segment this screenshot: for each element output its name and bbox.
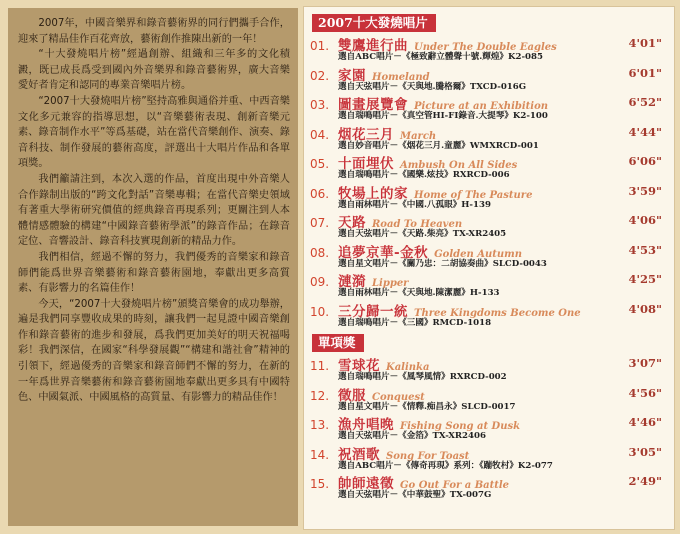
- track-number: 12.: [310, 388, 330, 403]
- track-album-info: 選自ABC唱片－《極致辭立體聲十號.輝煌》K2-085: [338, 52, 543, 62]
- track-duration: 4'56": [628, 385, 662, 400]
- track-chinese-title: 天路: [338, 215, 366, 231]
- track-chinese-title: 圖畫展覽會: [338, 97, 408, 113]
- track-album-info: 選自雨林唱片－《天與地.陳潔麗》H-133: [338, 288, 500, 298]
- track-chinese-title: 漣漪: [338, 274, 366, 290]
- track-album-info: 選自天弦唱片－《中華鼓聖》TX-007G: [338, 490, 492, 500]
- track-row: [310, 124, 668, 154]
- track-album-info: 選自天弦唱片－《天路.柴亮》TX-XR2405: [338, 229, 507, 239]
- track-title-line: [310, 414, 668, 431]
- track-chinese-title: 帥師遠徵: [338, 476, 394, 492]
- track-number: 10.: [310, 304, 330, 319]
- track-number: 15.: [310, 477, 330, 491]
- track-album-info: 選自天弦唱片－《天與地.騰格爾》TXCD-016G: [338, 81, 527, 92]
- track-english-title: Under The Double Eagles: [414, 42, 557, 53]
- awards-list: [310, 355, 668, 503]
- track-english-title: Conquest: [372, 391, 425, 403]
- track-title-line: [310, 242, 668, 259]
- track-title-line: [310, 473, 668, 490]
- track-album-info: 選自瑞鳴唱片－《三國》RMCD-1018: [338, 317, 492, 328]
- intro-paragraph: “2007十大發燒唱片榜”堅持高雅與通俗并重、中西音樂文化多元兼容的指導思想，以“音樂藝術表現、創新音樂元素、錄音制作水平”等爲基礎，站在當代音樂創作、演奏、錄音科技、制作發展的藝術高度，評選出十大唱片作品和各單項獎。: [18, 95, 290, 170]
- track-album-info: 選自瑞鳴唱片－《風琴風情》RXRCD-002: [338, 372, 507, 382]
- track-english-title: March: [400, 130, 437, 142]
- track-number: 08.: [310, 245, 330, 260]
- track-english-title: Fishing Song at Dusk: [400, 421, 521, 432]
- track-english-title: Ambush On All Sides: [400, 160, 518, 171]
- track-number: 04.: [310, 127, 330, 142]
- track-duration: 4'01": [628, 36, 662, 50]
- track-duration: 6'01": [628, 65, 662, 80]
- track-title-line: [310, 94, 668, 111]
- track-number: 07.: [310, 216, 330, 230]
- track-english-title: Three Kingdoms Become One: [414, 307, 581, 319]
- track-row: [310, 473, 668, 503]
- track-row: [310, 271, 668, 301]
- track-duration: 4'44": [628, 124, 662, 139]
- track-number: 01.: [310, 39, 330, 53]
- track-title-line: [310, 153, 668, 170]
- track-title-line: [310, 301, 668, 318]
- track-chinese-title: 追夢京華-金秋: [338, 244, 429, 261]
- track-chinese-title: 十面埋伏: [338, 156, 394, 172]
- track-row: [310, 444, 668, 474]
- track-chinese-title: 雙鷹進行曲: [338, 38, 408, 54]
- track-duration: 4'53": [628, 242, 662, 257]
- track-title-line: [310, 124, 668, 141]
- track-number: 05.: [310, 157, 330, 171]
- track-english-title: Homeland: [372, 71, 430, 83]
- track-duration: 6'52": [628, 95, 662, 109]
- track-chinese-title: 家園: [338, 67, 366, 84]
- track-chinese-title: 祝酒歌: [338, 446, 380, 463]
- track-album-info: 選自天弦唱片－《金箔》TX-XR2406: [338, 431, 486, 441]
- track-english-title: Lipper: [372, 278, 409, 289]
- track-chinese-title: 烟花三月: [338, 126, 394, 143]
- intro-paragraph: 我們相信，經過不懈的努力，我們優秀的音樂家和錄音師們能爲世界音樂藝術和錄音藝術園地，奉獻出更多高質素、有影響力的名篇佳作！: [18, 251, 290, 295]
- track-duration: 3'07": [628, 356, 662, 370]
- track-duration: 3'59": [628, 183, 662, 198]
- track-title-line: [310, 271, 668, 288]
- intro-paragraph: 我們籲請注到，本次入選的作品，首度出現中外音樂人合作錄制出版的“跨文化對話”音樂專輯；在當代音樂史領域有著重大學術研究價值的經典錄音再現系列；更關注到人本體情感體驗的構建“中國錄音藝術學派”的錄音作品；在錄音定位、音響設計、錄音科技實現創新的精品力作。: [18, 173, 290, 248]
- track-duration: 6'06": [628, 154, 662, 168]
- track-row: [310, 301, 668, 331]
- track-chinese-title: 漁舟唱晚: [338, 417, 394, 433]
- track-title-line: [310, 183, 668, 200]
- track-number: 09.: [310, 275, 330, 289]
- track-title-line: [310, 35, 668, 52]
- track-album-info: 選自星文唱片－《關乃忠：二胡協奏曲》SLCD-0043: [338, 258, 547, 269]
- track-duration: 4'08": [628, 301, 662, 316]
- track-number: 14.: [310, 447, 330, 462]
- track-row: [310, 153, 668, 183]
- track-duration: 4'25": [628, 272, 662, 286]
- top10-list: [310, 35, 668, 330]
- track-title-line: [310, 65, 668, 82]
- track-chinese-title: 徵服: [338, 387, 366, 404]
- track-album-info: 選自ABC唱片－《傳奇再現》系列：《蹦牧村》K2-077: [338, 460, 553, 471]
- track-number: 06.: [310, 186, 330, 201]
- track-row: [310, 355, 668, 385]
- track-english-title: Song For Toast: [386, 450, 470, 462]
- track-row: [310, 183, 668, 213]
- track-number: 11.: [310, 359, 330, 373]
- track-row: [310, 385, 668, 415]
- track-duration: 4'06": [628, 213, 662, 227]
- track-english-title: Golden Autumn: [434, 248, 522, 260]
- track-title-line: [310, 212, 668, 229]
- track-row: [310, 94, 668, 124]
- track-number: 13.: [310, 418, 330, 432]
- track-row: [310, 35, 668, 65]
- track-duration: 3'05": [628, 444, 662, 459]
- track-row: [310, 65, 668, 95]
- intro-paragraph: “十大發燒唱片榜”經過創辦、組織和三年多的文化積澱，既已成長爲受到國內外音樂界和錄音藝術界，廣大音樂愛好者肯定和認同的專業音樂唱片榜。: [18, 49, 290, 92]
- track-number: 02.: [310, 68, 330, 83]
- track-album-info: 選自雨林唱片－《中國.八孤眼》H-139: [338, 199, 491, 210]
- track-row: [310, 212, 668, 242]
- intro-paragraph: 2007年，中國音樂界和錄音藝術界的同行們攜手合作，迎來了精品佳作百花齊放，藝術創作推陳出新的一年！: [18, 18, 290, 45]
- track-album-info: 選自星文唱片－《情釋.痴昌永》SLCD-0017: [338, 401, 516, 412]
- track-chinese-title: 三分歸一統: [338, 303, 408, 320]
- track-row: [310, 242, 668, 272]
- intro-paragraph: 今天，“2007十大發燒唱片榜”頒獎音樂會的成功舉辦，遍是我們同享豐收成果的時刻，讓我們一起見證中國音樂創作和錄音藝術的進步和發展，爲我們更加美好的明天祝福喝彩！我們深信，在國家“科學發展觀”“構建和諧社會”精神的引領下，經過優秀的音樂家和錄音師們不懈的努力，在新的一年爲世界音樂藝術和錄音藝術園地奉獻出更多具有中國特色、中國氣派、中國風格的高質量、有影響力的精品佳作！: [18, 298, 290, 404]
- track-title-line: [310, 385, 668, 402]
- track-title-line: [310, 355, 668, 372]
- awards-header: 單項獎: [312, 334, 364, 352]
- track-row: [310, 414, 668, 444]
- track-list-panel: [303, 6, 675, 530]
- top10-header: 2007十大發燒唱片: [312, 14, 436, 32]
- track-title-line: [310, 444, 668, 461]
- track-english-title: Picture at an Exhibition: [414, 101, 549, 112]
- track-english-title: Kalinka: [386, 362, 430, 373]
- track-duration: 4'46": [628, 415, 662, 429]
- track-chinese-title: 雪球花: [338, 358, 380, 374]
- track-number: 03.: [310, 98, 330, 112]
- track-chinese-title: 牧場上的家: [338, 185, 408, 202]
- track-album-info: 選自瑞鳴唱片－《國樂.炫技》RXRCD-006: [338, 170, 510, 180]
- intro-panel: [8, 8, 298, 526]
- track-english-title: Road To Heaven: [372, 219, 463, 230]
- track-album-info: 選自瑞鳴唱片－《真空管HI-FI錄音.大提琴》K2-100: [338, 111, 548, 121]
- track-album-info: 選自妙音唱片－《烟花三月.童麗》WMXRCD-001: [338, 140, 539, 151]
- track-duration: 2'49": [628, 474, 662, 488]
- track-english-title: Home of The Pasture: [414, 189, 533, 201]
- track-english-title: Go Out For a Battle: [400, 480, 510, 491]
